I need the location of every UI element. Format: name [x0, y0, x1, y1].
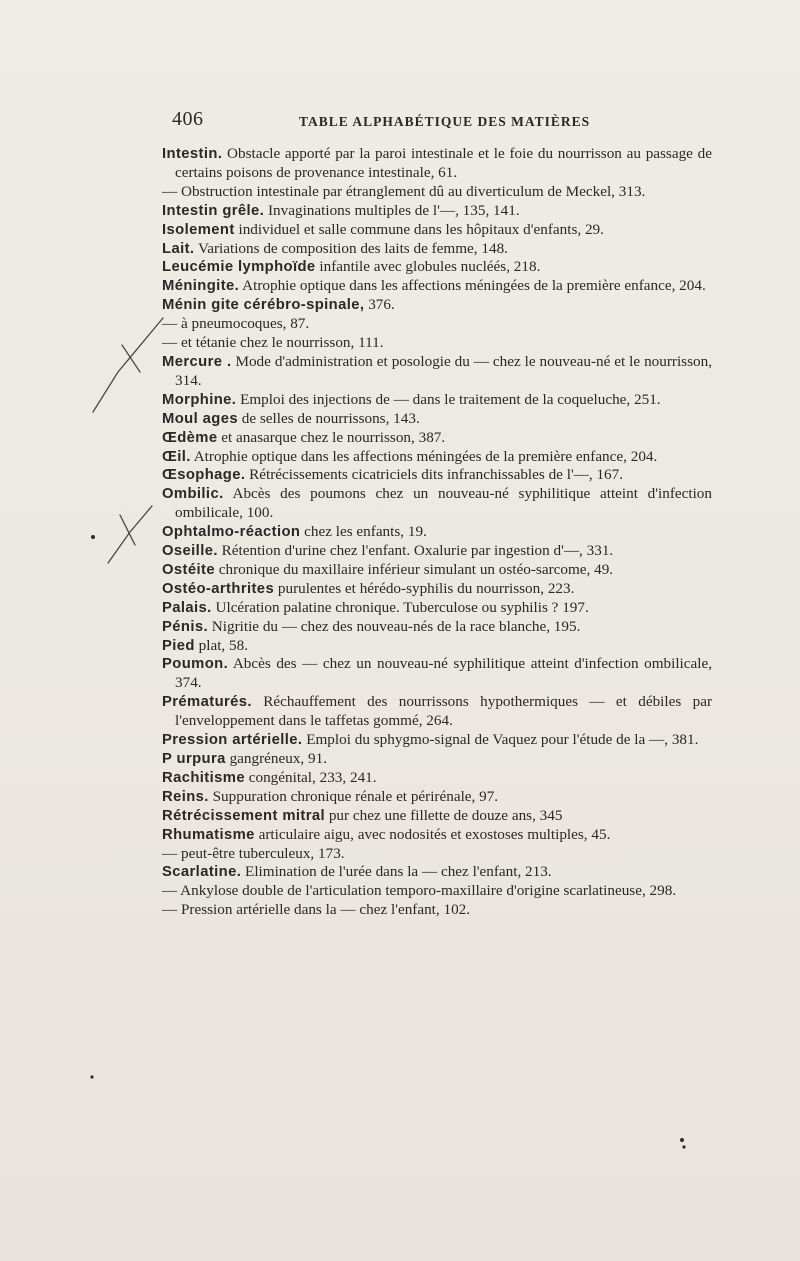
- entry-term: Prématurés.: [162, 694, 252, 711]
- entry-term: Rachitisme: [162, 769, 245, 786]
- index-entry: [162, 258, 712, 277]
- entry-term: Scarlatine.: [162, 864, 242, 881]
- index-entry: [162, 466, 712, 485]
- entry-text: — Ankylose double de l'articulation temporo-maxillaire d'origine scarlatineuse, 298.: [162, 882, 677, 900]
- index-entry: [162, 296, 712, 315]
- entry-text: Atrophie optique dans les affections méningées de la première enfance, 204.: [239, 277, 706, 295]
- pencil-cross-mark: [93, 318, 163, 412]
- entry-term: Ophtalmo-réaction: [162, 524, 301, 541]
- index-entry: [162, 769, 712, 788]
- entry-text: pur chez une fillette de douze ans, 345: [325, 806, 563, 824]
- entry-term: Palais.: [162, 599, 212, 616]
- entry-term: Pression artérielle.: [162, 732, 303, 749]
- entry-term: Ostéo-arthrites: [162, 580, 275, 597]
- index-entry: [162, 637, 712, 656]
- entry-term: Ombilic.: [162, 486, 224, 503]
- entry-text: Abcès des — chez un nouveau-né syphilitique atteint d'infection ombilicale, 374.: [175, 655, 712, 692]
- entry-term: Lait.: [162, 240, 195, 257]
- entry-term: Œsophage.: [162, 467, 246, 484]
- entry-text: — Pression artérielle dans la — chez l'enfant, 102.: [162, 901, 471, 919]
- entry-term: Méningite.: [162, 278, 240, 295]
- entry-term: Œil.: [162, 448, 191, 465]
- entry-text: infantile avec globules nucléés, 218.: [315, 258, 541, 276]
- entry-term: Pied: [162, 637, 195, 654]
- index-subentry: [162, 882, 712, 901]
- entry-text: Rétrécissements cicatriciels dits infranchissables de l'—, 167.: [245, 466, 624, 484]
- index-entries: [162, 145, 712, 920]
- index-subentry: [162, 845, 712, 864]
- index-entry: [162, 693, 712, 731]
- entry-term: Intestin grêle.: [162, 202, 265, 219]
- index-entry: [162, 221, 712, 240]
- entry-text: Atrophie optique dans les affections méningées de la première enfance, 204.: [190, 447, 658, 465]
- entry-text: — Obstruction intestinale par étranglement dû au diverticulum de Meckel, 313.: [162, 182, 646, 200]
- entry-term: Pénis.: [162, 618, 208, 635]
- entry-text: plat, 58.: [194, 636, 249, 654]
- index-entry: [162, 277, 712, 296]
- index-entry: [162, 580, 712, 599]
- index-entry: [162, 618, 712, 637]
- page-header: [172, 108, 632, 134]
- index-entry: [162, 599, 712, 618]
- index-entry: [162, 788, 712, 807]
- entry-term: Leucémie lymphoïde: [162, 259, 316, 276]
- index-entry: [162, 410, 712, 429]
- index-entry: [162, 240, 712, 259]
- entry-term: Ménin gite cérébro-spinale,: [162, 297, 365, 314]
- entry-text: Suppuration chronique rénale et périrénale, 97.: [208, 787, 499, 805]
- entry-text: — à pneumocoques, 87.: [162, 315, 310, 333]
- entry-term: Rhumatisme: [162, 826, 255, 843]
- index-entry: [162, 523, 712, 542]
- index-entry: [162, 391, 712, 410]
- entry-text: Emploi des injections de — dans le traitement de la coqueluche, 251.: [236, 390, 661, 408]
- entry-text: Elimination de l'urée dans la — chez l'enfant, 213.: [241, 863, 552, 881]
- entry-text: congénital, 233, 241.: [244, 768, 377, 786]
- index-entry: [162, 485, 712, 523]
- entry-term: Morphine.: [162, 391, 237, 408]
- index-entry: [162, 429, 712, 448]
- entry-term: Oseille.: [162, 543, 218, 560]
- entry-text: gangréneux, 91.: [225, 750, 327, 767]
- index-entry: [162, 542, 712, 561]
- entry-text: articulaire aigu, avec nodosités et exostoses multiples, 45.: [254, 825, 611, 843]
- index-entry: [162, 826, 712, 845]
- entry-text: Rétention d'urine chez l'enfant. Oxalurie par ingestion d'—, 331.: [217, 542, 614, 560]
- entry-term: Isolement: [162, 221, 235, 238]
- entry-text: Nigritie du — chez des nouveau-nés de la race blanche, 195.: [208, 617, 581, 635]
- entry-text: — et tétanie chez le nourrisson, 111.: [162, 334, 384, 352]
- entry-text: chronique du maxillaire inférieur simulant un ostéo-sarcome, 49.: [214, 560, 614, 578]
- entry-term: Rétrécissement mitral: [162, 807, 326, 824]
- entry-term: Ostéite: [162, 561, 215, 578]
- entry-term: Œdème: [162, 429, 218, 446]
- entry-term: Mercure .: [162, 353, 232, 370]
- entry-text: Invaginations multiples de l'—, 135, 141.: [264, 201, 520, 219]
- index-entry: [162, 561, 712, 580]
- entry-text: Ulcération palatine chronique. Tuberculose ou syphilis ? 197.: [211, 598, 589, 616]
- entry-text: individuel et salle commune dans les hôpitaux d'enfants, 29.: [234, 220, 604, 238]
- entry-text: purulentes et hérédo-syphilis du nourrisson, 223.: [274, 579, 575, 597]
- entry-text: Mode d'administration et posologie du — chez le nouveau-né et le nourrisson, 314.: [175, 352, 712, 389]
- entry-text: Abcès des poumons chez un nouveau-né syphilitique atteint d'infection ombilicale, 100.: [175, 485, 712, 522]
- index-subentry: [162, 901, 712, 920]
- entry-text: chez les enfants, 19.: [300, 523, 427, 541]
- running-title: TABLE ALPHABÉTIQUE DES MATIÈRES: [299, 114, 591, 129]
- index-entry: [162, 863, 712, 882]
- index-entry: [162, 731, 712, 750]
- index-entry: [162, 750, 712, 769]
- entry-term: P urpura: [162, 751, 226, 767]
- index-subentry: [162, 334, 712, 353]
- entry-text: et anasarque chez le nourrisson, 387.: [217, 428, 446, 446]
- entry-text: de selles de nourrissons, 143.: [237, 409, 420, 427]
- entry-term: Poumon.: [162, 656, 229, 673]
- page-number: 406: [172, 108, 204, 130]
- pencil-cross-mark: [108, 506, 152, 563]
- index-subentry: [162, 183, 712, 202]
- entry-text: Emploi du sphygmo-signal de Vaquez pour l'étude de la —, 381.: [302, 731, 699, 749]
- index-entry: [162, 145, 712, 183]
- index-subentry: [162, 315, 712, 334]
- entry-term: Reins.: [162, 788, 209, 805]
- entry-text: Réchauffement des nourrissons hypothermiques — et débiles par l'enveloppement dans le taffetas gommé, 264.: [175, 693, 712, 730]
- index-entry: [162, 807, 712, 826]
- entry-term: Moul ages: [162, 410, 238, 427]
- entry-text: 376.: [364, 296, 395, 314]
- entry-text: Obstacle apporté par la paroi intestinale et le foie du nourrisson au passage de certains poisons de provenance intestinale, 61.: [175, 145, 712, 181]
- index-entry: [162, 655, 712, 693]
- index-entry: [162, 448, 712, 467]
- index-entry: [162, 202, 712, 221]
- index-entry: [162, 353, 712, 391]
- entry-text: — peut-être tuberculeux, 173.: [162, 844, 345, 862]
- entry-text: Variations de composition des laits de femme, 148.: [194, 239, 508, 257]
- entry-term: Intestin.: [162, 146, 223, 162]
